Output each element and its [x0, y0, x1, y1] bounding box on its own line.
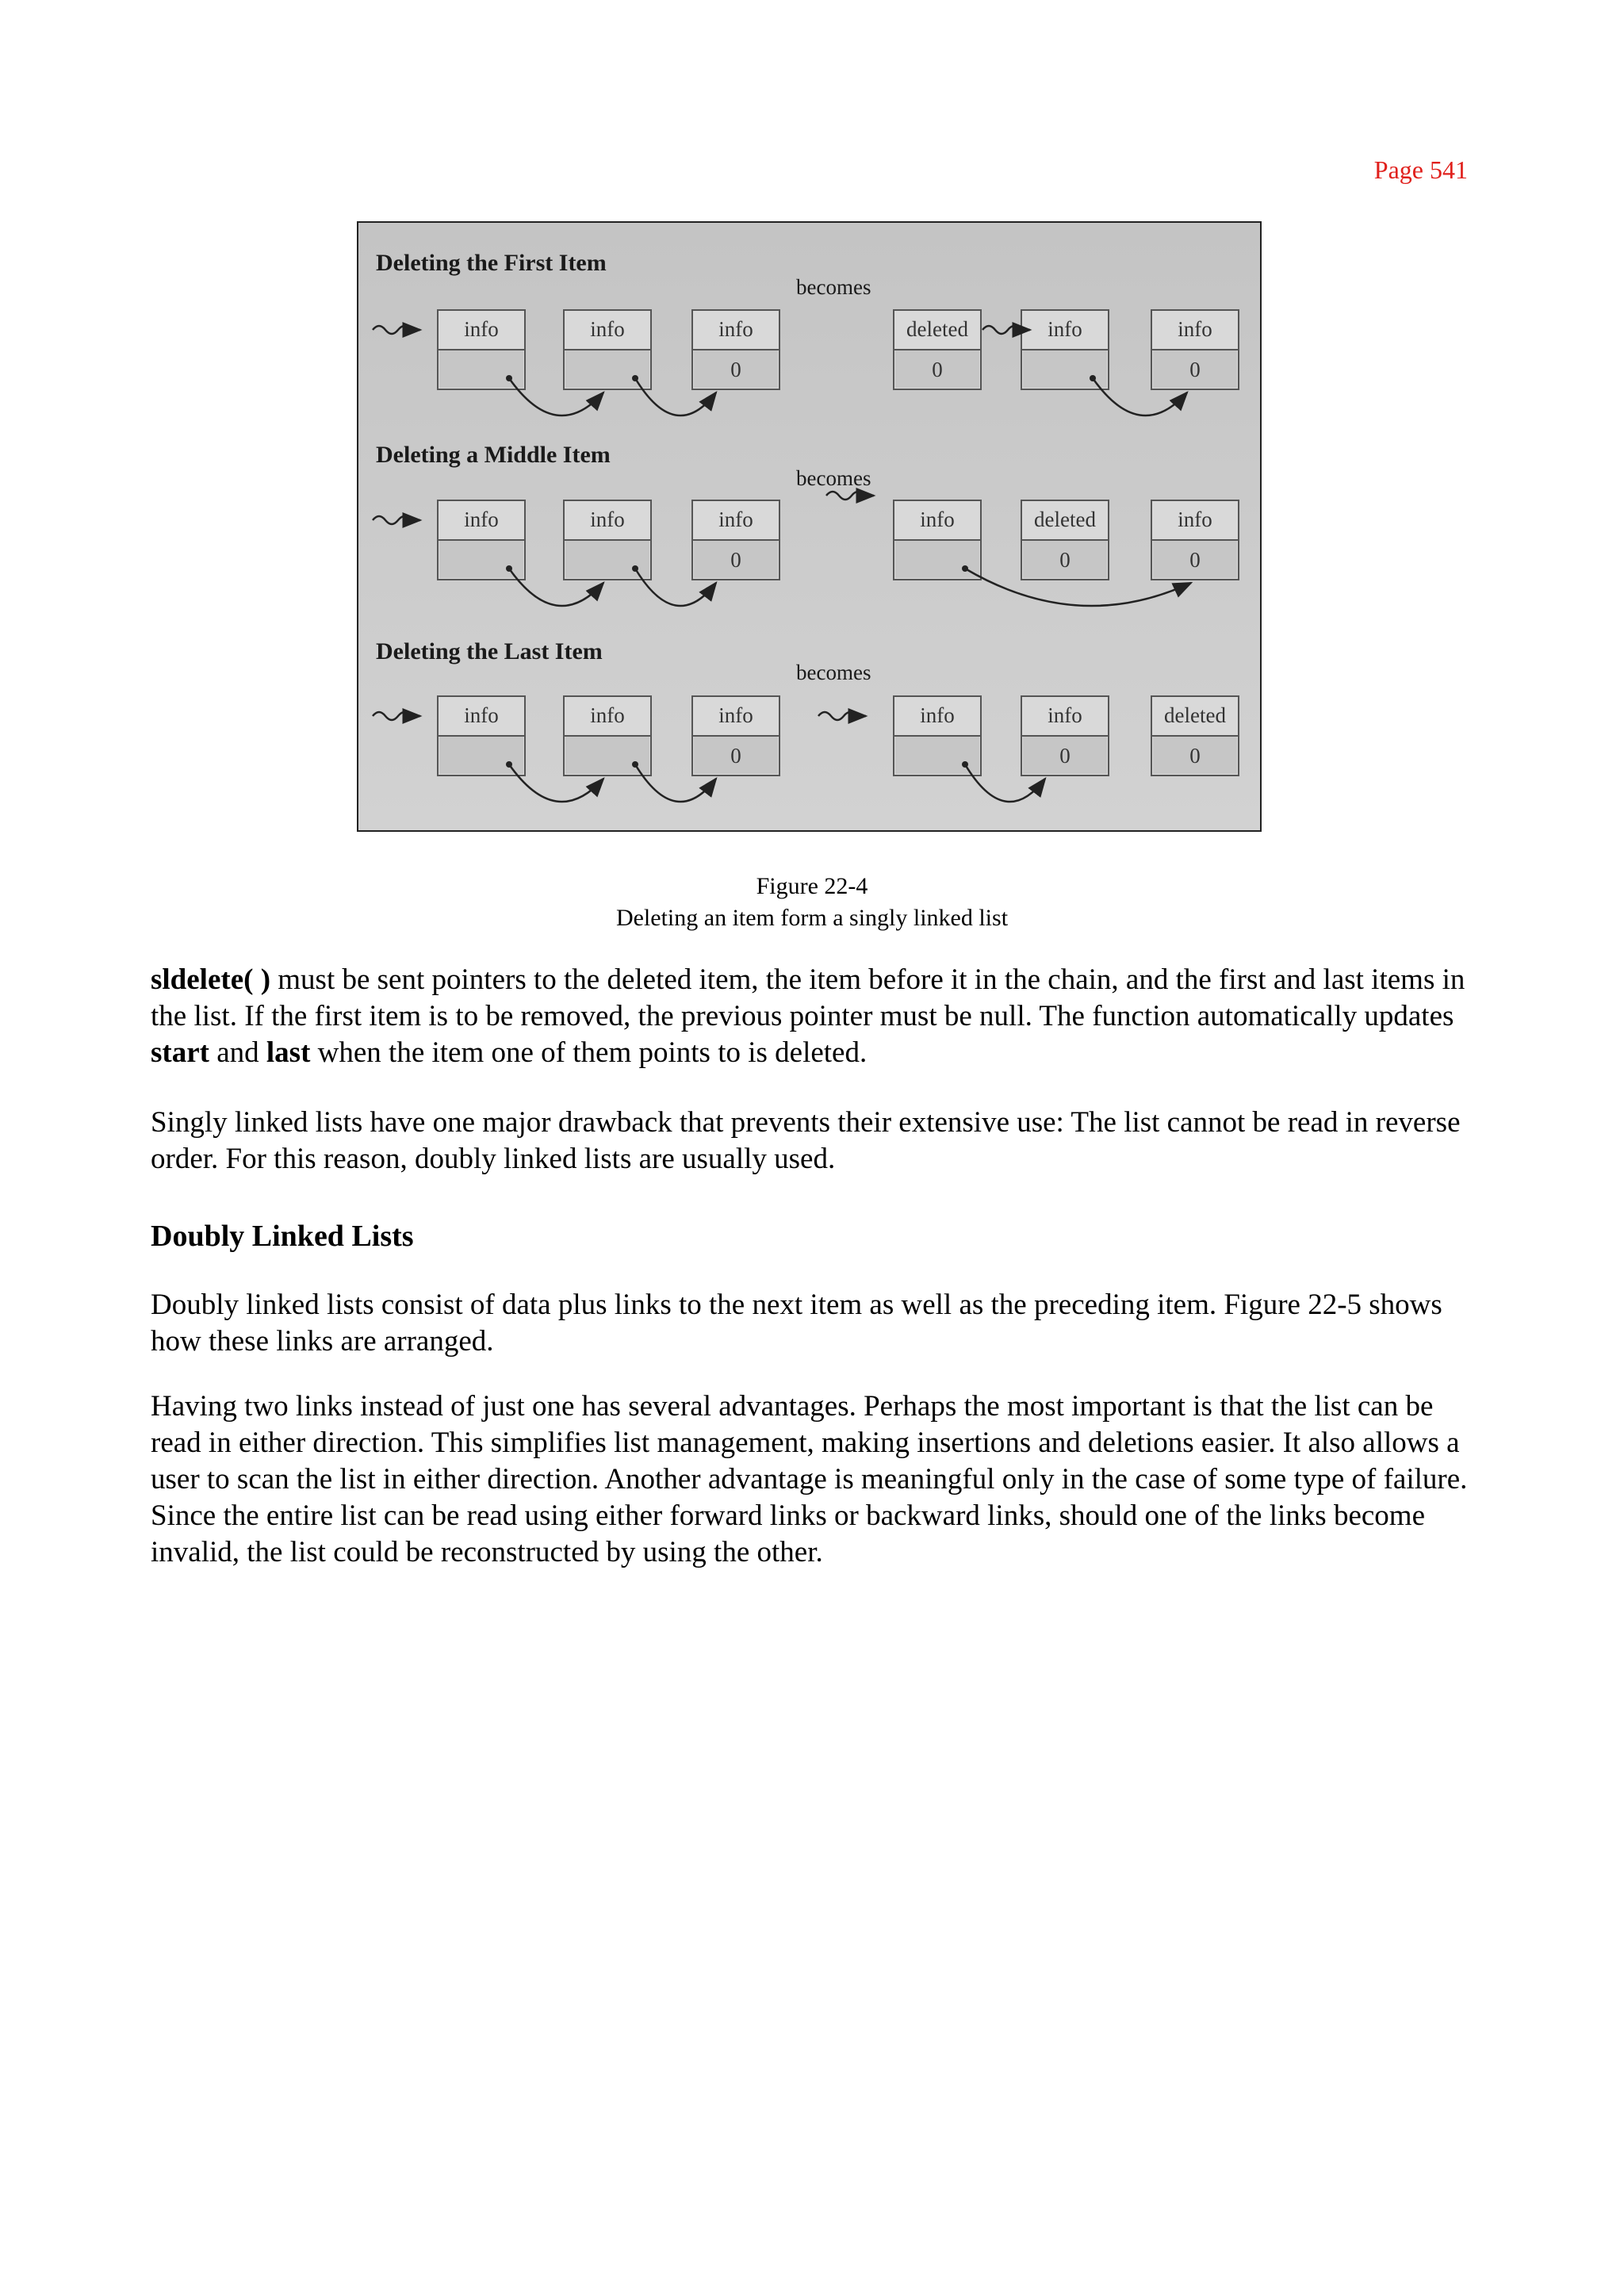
node-info-text: info: [718, 507, 753, 531]
node-info-text: info: [920, 703, 955, 727]
linked-list-diagram: [358, 223, 1260, 830]
page-number: Page 541: [1373, 155, 1468, 184]
node-before-3: [692, 310, 779, 389]
paragraph-doubly-advantages: Having two links instead of just one has several advantages. Perhaps the most important is that the list can be read in either direction. This simplifies list management, making insertions and deletions easier. It also allows a user to scan the list in either direction. Another advantage is meaningful only in the case of some type of failure. Since the entire list can be read using either forward links or backward links, should one of the links become invalid, the list could be reconstructed by using the other.: [151, 1390, 1468, 1568]
code-sldelete: sldelete( ): [151, 963, 271, 996]
figure-caption-title: Deleting an item form a singly linked list: [615, 905, 1009, 931]
node-after-3: [1151, 500, 1239, 580]
node-after-3: [1151, 696, 1239, 776]
code-start: start: [151, 1036, 209, 1069]
node-after-3: [1151, 310, 1239, 389]
paragraph-text: and: [209, 1036, 266, 1069]
node-after-2: [1021, 696, 1109, 776]
node-info-text: info: [590, 507, 625, 531]
node-link-text: 0: [730, 744, 741, 768]
paragraph-doubly-intro: Doubly linked lists consist of data plus links to the next item as well as the preceding item. Figure 22-5 shows how these links are arranged.: [151, 1289, 1442, 1358]
node-link-text: 0: [932, 358, 943, 381]
node-link-text: 0: [730, 548, 741, 572]
node-info-text: info: [1048, 317, 1082, 341]
becomes-label: becomes: [796, 466, 871, 490]
figure-caption-number: Figure 22-4: [756, 873, 868, 899]
node-info-text: info: [718, 317, 753, 341]
code-last: last: [266, 1036, 311, 1069]
node-after-1: [894, 310, 981, 389]
node-link-text: 0: [1059, 744, 1071, 768]
node-info-text: info: [464, 507, 499, 531]
node-link-text: 0: [730, 358, 741, 381]
node-info-text: deleted: [1164, 703, 1226, 727]
node-info-text: deleted: [906, 317, 968, 341]
node-info-text: info: [590, 703, 625, 727]
paragraph-sldelete: [151, 962, 1475, 1071]
figure-caption: [0, 871, 1624, 934]
node-after-2: [1021, 500, 1109, 580]
node-info-text: deleted: [1034, 507, 1096, 531]
node-info-text: info: [1178, 507, 1212, 531]
node-info-text: info: [590, 317, 625, 341]
node-info-text: info: [1048, 703, 1082, 727]
node-info-text: info: [1178, 317, 1212, 341]
node-before-3: [692, 696, 779, 776]
becomes-label: becomes: [796, 275, 871, 299]
node-link-text: 0: [1189, 358, 1201, 381]
node-link-text: 0: [1189, 744, 1201, 768]
node-info-text: info: [920, 507, 955, 531]
section-heading: Doubly Linked Lists: [151, 1220, 414, 1253]
node-info-text: info: [464, 317, 499, 341]
figure-22-4: [357, 221, 1262, 832]
node-info-text: info: [718, 703, 753, 727]
node-link-text: 0: [1189, 548, 1201, 572]
section-title: Deleting the Last Item: [376, 638, 603, 664]
node-before-3: [692, 500, 779, 580]
section-title: Deleting the First Item: [376, 250, 607, 276]
node-link-text: 0: [1059, 548, 1071, 572]
paragraph-text: must be sent pointers to the deleted item, the item before it in the chain, and the first and last items in the list. If the first item is to be removed, the previous pointer must be null. The function automatically updates: [151, 963, 1465, 1032]
paragraph-singly-drawback: Singly linked lists have one major drawback that prevents their extensive use: The list cannot be read in reverse order. For this reason, doubly linked lists are usually used.: [151, 1106, 1461, 1175]
section-title: Deleting a Middle Item: [376, 442, 611, 468]
becomes-label: becomes: [796, 661, 871, 684]
paragraph-text: when the item one of them points to is deleted.: [310, 1036, 868, 1069]
node-info-text: info: [464, 703, 499, 727]
